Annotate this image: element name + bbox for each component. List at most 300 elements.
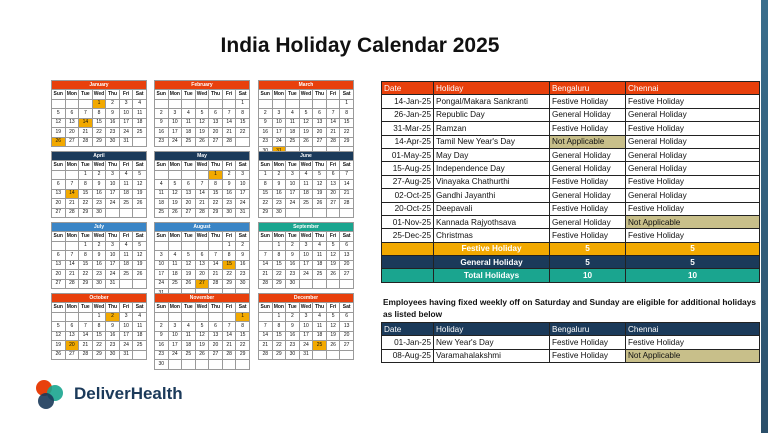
day-cell: 5: [326, 312, 340, 322]
day-cell: 27: [209, 137, 223, 147]
day-cell: 6: [340, 312, 354, 322]
column-header: Holiday: [434, 82, 550, 95]
weekday-header: Wed: [299, 161, 313, 171]
day-cell: 6: [65, 109, 79, 119]
holiday-status: Not Applicable: [626, 349, 760, 362]
brand-name: DeliverHealth: [74, 384, 183, 403]
day-cell: 14: [259, 260, 273, 270]
weekday-header: Sat: [340, 161, 354, 171]
day-cell: [155, 99, 169, 109]
day-cell: 14: [326, 118, 340, 128]
day-cell: 4: [168, 251, 182, 261]
day-cell: 27: [340, 270, 354, 280]
day-cell: 17: [168, 341, 182, 351]
day-cell: 28: [195, 208, 209, 218]
day-cell: 11: [286, 118, 300, 128]
weekday-header: Sat: [236, 90, 250, 100]
day-cell: 25: [133, 128, 147, 138]
day-cell: [299, 279, 313, 289]
day-cell: [195, 360, 209, 370]
holiday-name: Gandhi Jayanthi: [434, 189, 550, 202]
day-cell: [65, 99, 79, 109]
day-cell: 29: [79, 279, 93, 289]
day-cell: 18: [133, 331, 147, 341]
day-cell: 14: [65, 260, 79, 270]
weekday-header: Wed: [92, 303, 106, 313]
weekday-header: Thu: [209, 90, 223, 100]
day-cell: 20: [340, 260, 354, 270]
weekday-header: Fri: [119, 90, 133, 100]
day-cell: 15: [340, 118, 354, 128]
day-cell: 30: [106, 350, 120, 360]
day-cell: 30: [106, 137, 120, 147]
day-cell: [222, 360, 236, 370]
day-cell: 24: [119, 341, 133, 351]
holiday-name: Varamahalakshmi: [434, 349, 550, 362]
day-cell: 18: [299, 189, 313, 199]
day-cell: [65, 241, 79, 251]
month-calendar-july: [51, 222, 147, 289]
day-cell: 8: [259, 180, 273, 190]
weekday-header: Tue: [286, 232, 300, 242]
day-cell: 6: [182, 180, 196, 190]
day-cell: 16: [155, 128, 169, 138]
day-cell: 18: [313, 260, 327, 270]
day-cell: 26: [133, 270, 147, 280]
day-cell: 4: [313, 312, 327, 322]
day-cell: 12: [326, 251, 340, 261]
holiday-status: General Holiday: [626, 148, 760, 161]
day-cell: 23: [272, 199, 286, 209]
day-cell: 24: [168, 137, 182, 147]
day-cell: 23: [259, 137, 273, 147]
day-cell: 12: [52, 331, 66, 341]
weekday-header: Thu: [209, 232, 223, 242]
day-cell: 17: [155, 270, 169, 280]
day-cell: 20: [195, 270, 209, 280]
day-cell: 10: [168, 118, 182, 128]
day-cell: [119, 279, 133, 289]
day-cell: 23: [106, 341, 120, 351]
day-cell: [340, 208, 354, 218]
table-row: [382, 122, 760, 135]
table-row: [382, 162, 760, 175]
day-cell: 7: [340, 170, 354, 180]
day-cell: [195, 99, 209, 109]
day-cell: 1: [236, 312, 250, 322]
day-cell: 21: [195, 199, 209, 209]
deliverhealth-logo-icon: [32, 377, 68, 413]
day-cell: [340, 279, 354, 289]
day-cell: 28: [65, 208, 79, 218]
holiday-table: [381, 81, 760, 283]
weekday-header: Mon: [168, 161, 182, 171]
weekday-header: Thu: [313, 161, 327, 171]
day-cell: 9: [92, 251, 106, 261]
table-row: [382, 135, 760, 148]
day-cell: 18: [182, 128, 196, 138]
day-cell: 6: [313, 109, 327, 119]
day-cell: [286, 99, 300, 109]
weekday-header: Tue: [79, 232, 93, 242]
day-cell: [209, 360, 223, 370]
day-cell: 21: [65, 199, 79, 209]
day-cell: [195, 312, 209, 322]
summary-label: Total Holidays: [434, 269, 550, 282]
day-cell: 28: [79, 137, 93, 147]
day-cell: 30: [92, 279, 106, 289]
day-cell: 19: [326, 331, 340, 341]
day-cell: 30: [92, 208, 106, 218]
month-name: August: [155, 223, 250, 232]
month-calendar-december: [258, 293, 354, 360]
holiday-status: Festive Holiday: [626, 122, 760, 135]
month-name: October: [52, 294, 147, 303]
weekday-header: Fri: [119, 232, 133, 242]
day-cell: 22: [222, 270, 236, 280]
day-cell: 11: [155, 189, 169, 199]
day-cell: 23: [92, 199, 106, 209]
day-cell: 3: [236, 170, 250, 180]
holiday-status: Festive Holiday: [626, 175, 760, 188]
day-cell: 30: [155, 360, 169, 370]
day-cell: 5: [299, 109, 313, 119]
day-cell: 1: [272, 241, 286, 251]
day-cell: 2: [92, 241, 106, 251]
day-cell: 19: [52, 341, 66, 351]
holiday-name: Vinayaka Chathurthi: [434, 175, 550, 188]
weekday-header: Sun: [155, 90, 169, 100]
day-cell: 18: [119, 189, 133, 199]
day-cell: [168, 360, 182, 370]
day-cell: 3: [168, 109, 182, 119]
day-cell: 4: [119, 170, 133, 180]
day-cell: 13: [65, 331, 79, 341]
day-cell: 14: [340, 180, 354, 190]
month-name: February: [155, 81, 250, 90]
holiday-name: Republic Day: [434, 108, 550, 121]
weekday-header: Sat: [236, 161, 250, 171]
day-cell: 10: [236, 180, 250, 190]
day-cell: 10: [299, 251, 313, 261]
day-cell: 13: [313, 118, 327, 128]
day-cell: 21: [65, 270, 79, 280]
additional-holidays-note: Employees having fixed weekly off on Saturday and Sunday are eligible for additional holidays as listed below: [383, 297, 756, 319]
day-cell: 16: [106, 118, 120, 128]
day-cell: 26: [168, 208, 182, 218]
day-cell: 24: [106, 199, 120, 209]
day-cell: 22: [79, 270, 93, 280]
holiday-date: 26-Jan-25: [382, 108, 434, 121]
day-cell: 20: [313, 128, 327, 138]
day-cell: [65, 312, 79, 322]
day-cell: 1: [272, 312, 286, 322]
column-header: Bengaluru: [550, 323, 626, 336]
day-cell: 17: [299, 331, 313, 341]
day-cell: 25: [155, 208, 169, 218]
day-cell: 29: [259, 208, 273, 218]
day-cell: [326, 279, 340, 289]
day-cell: 7: [326, 109, 340, 119]
day-cell: 31: [106, 279, 120, 289]
day-cell: 5: [168, 180, 182, 190]
day-cell: 22: [209, 199, 223, 209]
day-cell: [52, 312, 66, 322]
day-cell: 11: [313, 251, 327, 261]
day-cell: 19: [195, 341, 209, 351]
day-cell: 12: [195, 331, 209, 341]
day-cell: 9: [106, 109, 120, 119]
day-cell: [79, 312, 93, 322]
weekday-header: Fri: [326, 303, 340, 313]
day-cell: 4: [155, 180, 169, 190]
day-cell: [259, 99, 273, 109]
day-cell: [133, 208, 147, 218]
day-cell: 11: [313, 322, 327, 332]
day-cell: 22: [236, 341, 250, 351]
day-cell: 27: [326, 199, 340, 209]
column-header: Date: [382, 323, 434, 336]
weekday-header: Mon: [65, 161, 79, 171]
day-cell: 16: [259, 128, 273, 138]
day-cell: 22: [259, 199, 273, 209]
day-cell: 2: [286, 312, 300, 322]
day-cell: 29: [340, 137, 354, 147]
weekday-header: Sat: [340, 303, 354, 313]
day-cell: 16: [236, 260, 250, 270]
day-cell: [286, 208, 300, 218]
day-cell: 30: [286, 350, 300, 360]
day-cell: 5: [52, 322, 66, 332]
weekday-header: Sat: [236, 303, 250, 313]
weekday-header: Tue: [286, 161, 300, 171]
day-cell: 2: [106, 312, 120, 322]
day-cell: 27: [340, 341, 354, 351]
day-cell: 9: [272, 180, 286, 190]
day-cell: 25: [119, 270, 133, 280]
day-cell: 26: [182, 279, 196, 289]
weekday-header: Fri: [222, 232, 236, 242]
day-cell: 22: [79, 199, 93, 209]
month-name: December: [259, 294, 354, 303]
weekday-header: Sun: [155, 232, 169, 242]
month-name: January: [52, 81, 147, 90]
column-header: Chennai: [626, 82, 760, 95]
day-cell: 24: [236, 199, 250, 209]
day-cell: [340, 350, 354, 360]
day-cell: 15: [272, 260, 286, 270]
month-calendar-may: [154, 151, 250, 218]
day-cell: 29: [92, 137, 106, 147]
month-calendar-september: [258, 222, 354, 289]
weekday-header: Sat: [340, 90, 354, 100]
day-cell: 6: [209, 109, 223, 119]
holiday-status: Festive Holiday: [550, 122, 626, 135]
holiday-status: General Holiday: [626, 108, 760, 121]
day-cell: [133, 137, 147, 147]
day-cell: [299, 99, 313, 109]
day-cell: 15: [79, 189, 93, 199]
weekday-header: Wed: [92, 232, 106, 242]
column-header: Chennai: [626, 323, 760, 336]
day-cell: 19: [52, 128, 66, 138]
day-cell: 8: [222, 251, 236, 261]
day-cell: 28: [340, 199, 354, 209]
holiday-date: 25-Dec-25: [382, 229, 434, 242]
day-cell: 8: [340, 109, 354, 119]
day-cell: 18: [155, 199, 169, 209]
day-cell: 23: [286, 270, 300, 280]
day-cell: 25: [313, 270, 327, 280]
weekday-header: Fri: [326, 161, 340, 171]
day-cell: 2: [155, 322, 169, 332]
day-cell: 15: [222, 260, 236, 270]
day-cell: 3: [299, 312, 313, 322]
weekday-header: Wed: [195, 161, 209, 171]
day-cell: 15: [209, 189, 223, 199]
day-cell: 2: [272, 170, 286, 180]
month-calendar-november: [154, 293, 250, 370]
day-cell: 10: [119, 109, 133, 119]
day-cell: 10: [106, 251, 120, 261]
day-cell: 31: [299, 350, 313, 360]
holiday-status: General Holiday: [550, 189, 626, 202]
weekday-header: Sat: [133, 161, 147, 171]
day-cell: 5: [133, 170, 147, 180]
day-cell: 1: [340, 99, 354, 109]
day-cell: 29: [272, 279, 286, 289]
holiday-status: Festive Holiday: [550, 336, 626, 349]
holiday-status: General Holiday: [550, 148, 626, 161]
day-cell: 27: [52, 208, 66, 218]
day-cell: 1: [259, 170, 273, 180]
day-cell: 11: [119, 180, 133, 190]
day-cell: 19: [133, 260, 147, 270]
day-cell: 13: [326, 180, 340, 190]
day-cell: 31: [119, 137, 133, 147]
day-cell: 7: [65, 180, 79, 190]
day-cell: 25: [133, 341, 147, 351]
day-cell: 14: [195, 189, 209, 199]
day-cell: [182, 170, 196, 180]
weekday-header: Thu: [209, 161, 223, 171]
holiday-name: Deepavali: [434, 202, 550, 215]
month-calendar-april: [51, 151, 147, 218]
day-cell: 2: [155, 109, 169, 119]
weekday-header: Tue: [182, 90, 196, 100]
column-header: Holiday: [434, 323, 550, 336]
day-cell: 23: [155, 137, 169, 147]
day-cell: [52, 241, 66, 251]
holiday-name: Independence Day: [434, 162, 550, 175]
weekday-header: Mon: [168, 90, 182, 100]
day-cell: 20: [65, 128, 79, 138]
day-cell: 13: [65, 118, 79, 128]
day-cell: 24: [272, 137, 286, 147]
day-cell: [195, 241, 209, 251]
day-cell: 26: [52, 350, 66, 360]
holiday-status: Festive Holiday: [626, 202, 760, 215]
day-cell: 5: [195, 109, 209, 119]
day-cell: 3: [106, 241, 120, 251]
day-cell: [52, 99, 66, 109]
month-name: March: [259, 81, 354, 90]
weekday-header: Wed: [299, 232, 313, 242]
holiday-status: General Holiday: [550, 215, 626, 228]
holiday-status: Festive Holiday: [550, 349, 626, 362]
day-cell: 24: [106, 270, 120, 280]
holiday-date: 01-Jan-25: [382, 336, 434, 349]
day-cell: 20: [326, 189, 340, 199]
day-cell: 9: [236, 251, 250, 261]
day-cell: 7: [65, 251, 79, 261]
day-cell: 13: [195, 260, 209, 270]
day-cell: 4: [299, 170, 313, 180]
day-cell: 17: [286, 189, 300, 199]
day-cell: 25: [168, 279, 182, 289]
weekday-header: Thu: [313, 303, 327, 313]
day-cell: [106, 208, 120, 218]
day-cell: 9: [286, 322, 300, 332]
day-cell: [313, 208, 327, 218]
day-cell: [155, 241, 169, 251]
day-cell: [168, 170, 182, 180]
day-cell: 21: [222, 128, 236, 138]
day-cell: 6: [52, 251, 66, 261]
day-cell: 18: [133, 118, 147, 128]
summary-count: 10: [626, 269, 760, 282]
day-cell: 16: [92, 189, 106, 199]
day-cell: 15: [272, 331, 286, 341]
day-cell: 6: [195, 251, 209, 261]
day-cell: 25: [299, 199, 313, 209]
month-name: April: [52, 152, 147, 161]
day-cell: 27: [195, 279, 209, 289]
day-cell: 4: [313, 241, 327, 251]
day-cell: 28: [209, 279, 223, 289]
holiday-status: General Holiday: [626, 135, 760, 148]
day-cell: 22: [272, 341, 286, 351]
day-cell: 26: [52, 137, 66, 147]
weekday-header: Tue: [182, 161, 196, 171]
day-cell: 14: [222, 118, 236, 128]
day-cell: 30: [222, 208, 236, 218]
day-cell: 16: [92, 260, 106, 270]
holiday-status: Not Applicable: [550, 135, 626, 148]
summary-row: [382, 256, 760, 269]
month-name: July: [52, 223, 147, 232]
day-cell: 25: [313, 341, 327, 351]
day-cell: 8: [272, 322, 286, 332]
day-cell: 11: [168, 260, 182, 270]
month-calendar-october: [51, 293, 147, 360]
weekday-header: Sun: [52, 303, 66, 313]
day-cell: 7: [222, 109, 236, 119]
day-cell: 19: [168, 199, 182, 209]
day-cell: 13: [52, 260, 66, 270]
summary-count: 5: [550, 242, 626, 255]
day-cell: 20: [340, 331, 354, 341]
weekday-header: Mon: [272, 303, 286, 313]
day-cell: 21: [79, 128, 93, 138]
day-cell: 5: [313, 170, 327, 180]
weekday-header: Fri: [119, 303, 133, 313]
day-cell: 8: [236, 322, 250, 332]
holiday-date: 27-Aug-25: [382, 175, 434, 188]
weekday-header: Sun: [259, 161, 273, 171]
day-cell: 2: [222, 170, 236, 180]
holiday-status: Not Applicable: [626, 215, 760, 228]
